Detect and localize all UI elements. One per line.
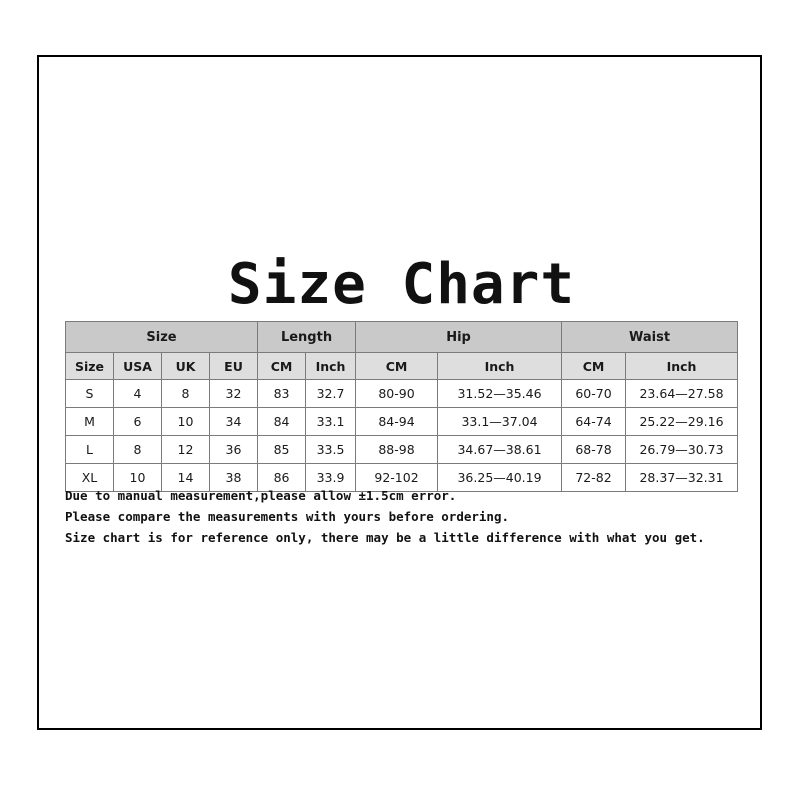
cell-eu: 36 xyxy=(210,436,258,464)
cell-uk: 12 xyxy=(162,436,210,464)
cell-uk: 14 xyxy=(162,464,210,492)
cell-hip-inch: 36.25—40.19 xyxy=(438,464,562,492)
cell-eu: 34 xyxy=(210,408,258,436)
size-chart-table xyxy=(65,321,738,492)
cell-size: XL xyxy=(66,464,114,492)
cell-length-inch: 33.5 xyxy=(306,436,356,464)
table-row xyxy=(66,436,738,464)
column-header-hip-cm: CM xyxy=(356,353,438,380)
cell-usa: 6 xyxy=(114,408,162,436)
column-header-waist-inch: Inch xyxy=(626,353,738,380)
cell-length-cm: 83 xyxy=(258,380,306,408)
group-header-waist: Waist xyxy=(562,322,738,353)
column-header-waist-cm: CM xyxy=(562,353,626,380)
table-head xyxy=(66,322,738,380)
size-chart-table-container xyxy=(65,321,737,492)
cell-usa: 10 xyxy=(114,464,162,492)
cell-length-inch: 32.7 xyxy=(306,380,356,408)
page-title: Size Chart xyxy=(227,252,576,317)
cell-length-cm: 86 xyxy=(258,464,306,492)
cell-usa: 8 xyxy=(114,436,162,464)
cell-waist-inch: 28.37—32.31 xyxy=(626,464,738,492)
cell-waist-inch: 23.64—27.58 xyxy=(626,380,738,408)
cell-waist-inch: 26.79—30.73 xyxy=(626,436,738,464)
cell-waist-cm: 68-78 xyxy=(562,436,626,464)
cell-size: S xyxy=(66,380,114,408)
cell-length-inch: 33.1 xyxy=(306,408,356,436)
cell-hip-cm: 84-94 xyxy=(356,408,438,436)
cell-uk: 8 xyxy=(162,380,210,408)
table-row xyxy=(66,380,738,408)
chart-frame xyxy=(37,55,762,730)
column-header-size: Size xyxy=(66,353,114,380)
cell-hip-cm: 88-98 xyxy=(356,436,438,464)
cell-waist-cm: 60-70 xyxy=(562,380,626,408)
cell-hip-inch: 33.1—37.04 xyxy=(438,408,562,436)
cell-hip-inch: 34.67—38.61 xyxy=(438,436,562,464)
cell-waist-cm: 64-74 xyxy=(562,408,626,436)
column-header-eu: EU xyxy=(210,353,258,380)
group-header-length: Length xyxy=(258,322,356,353)
cell-size: M xyxy=(66,408,114,436)
cell-size: L xyxy=(66,436,114,464)
cell-hip-inch: 31.52—35.46 xyxy=(438,380,562,408)
measurement-notes xyxy=(65,485,725,548)
cell-usa: 4 xyxy=(114,380,162,408)
cell-uk: 10 xyxy=(162,408,210,436)
cell-hip-cm: 80-90 xyxy=(356,380,438,408)
table-body xyxy=(66,380,738,492)
table-row xyxy=(66,408,738,436)
group-header-size: Size xyxy=(66,322,258,353)
column-header-hip-inch: Inch xyxy=(438,353,562,380)
column-header-usa: USA xyxy=(114,353,162,380)
cell-length-cm: 84 xyxy=(258,408,306,436)
table-group-header-row xyxy=(66,322,738,353)
note-line-2: Please compare the measurements with yours before ordering. xyxy=(65,509,510,524)
cell-hip-cm: 92-102 xyxy=(356,464,438,492)
column-header-length-cm: CM xyxy=(258,353,306,380)
cell-eu: 38 xyxy=(210,464,258,492)
table-column-header-row xyxy=(66,353,738,380)
cell-waist-inch: 25.22—29.16 xyxy=(626,408,738,436)
group-header-hip: Hip xyxy=(356,322,562,353)
column-header-length-inch: Inch xyxy=(306,353,356,380)
note-line-3: Size chart is for reference only, there may be a little difference with what you get. xyxy=(65,530,705,545)
cell-eu: 32 xyxy=(210,380,258,408)
cell-waist-cm: 72-82 xyxy=(562,464,626,492)
cell-length-cm: 85 xyxy=(258,436,306,464)
cell-length-inch: 33.9 xyxy=(306,464,356,492)
note-line-1: Due to manual measurement,please allow ±1.5cm error. xyxy=(65,488,457,503)
column-header-uk: UK xyxy=(162,353,210,380)
